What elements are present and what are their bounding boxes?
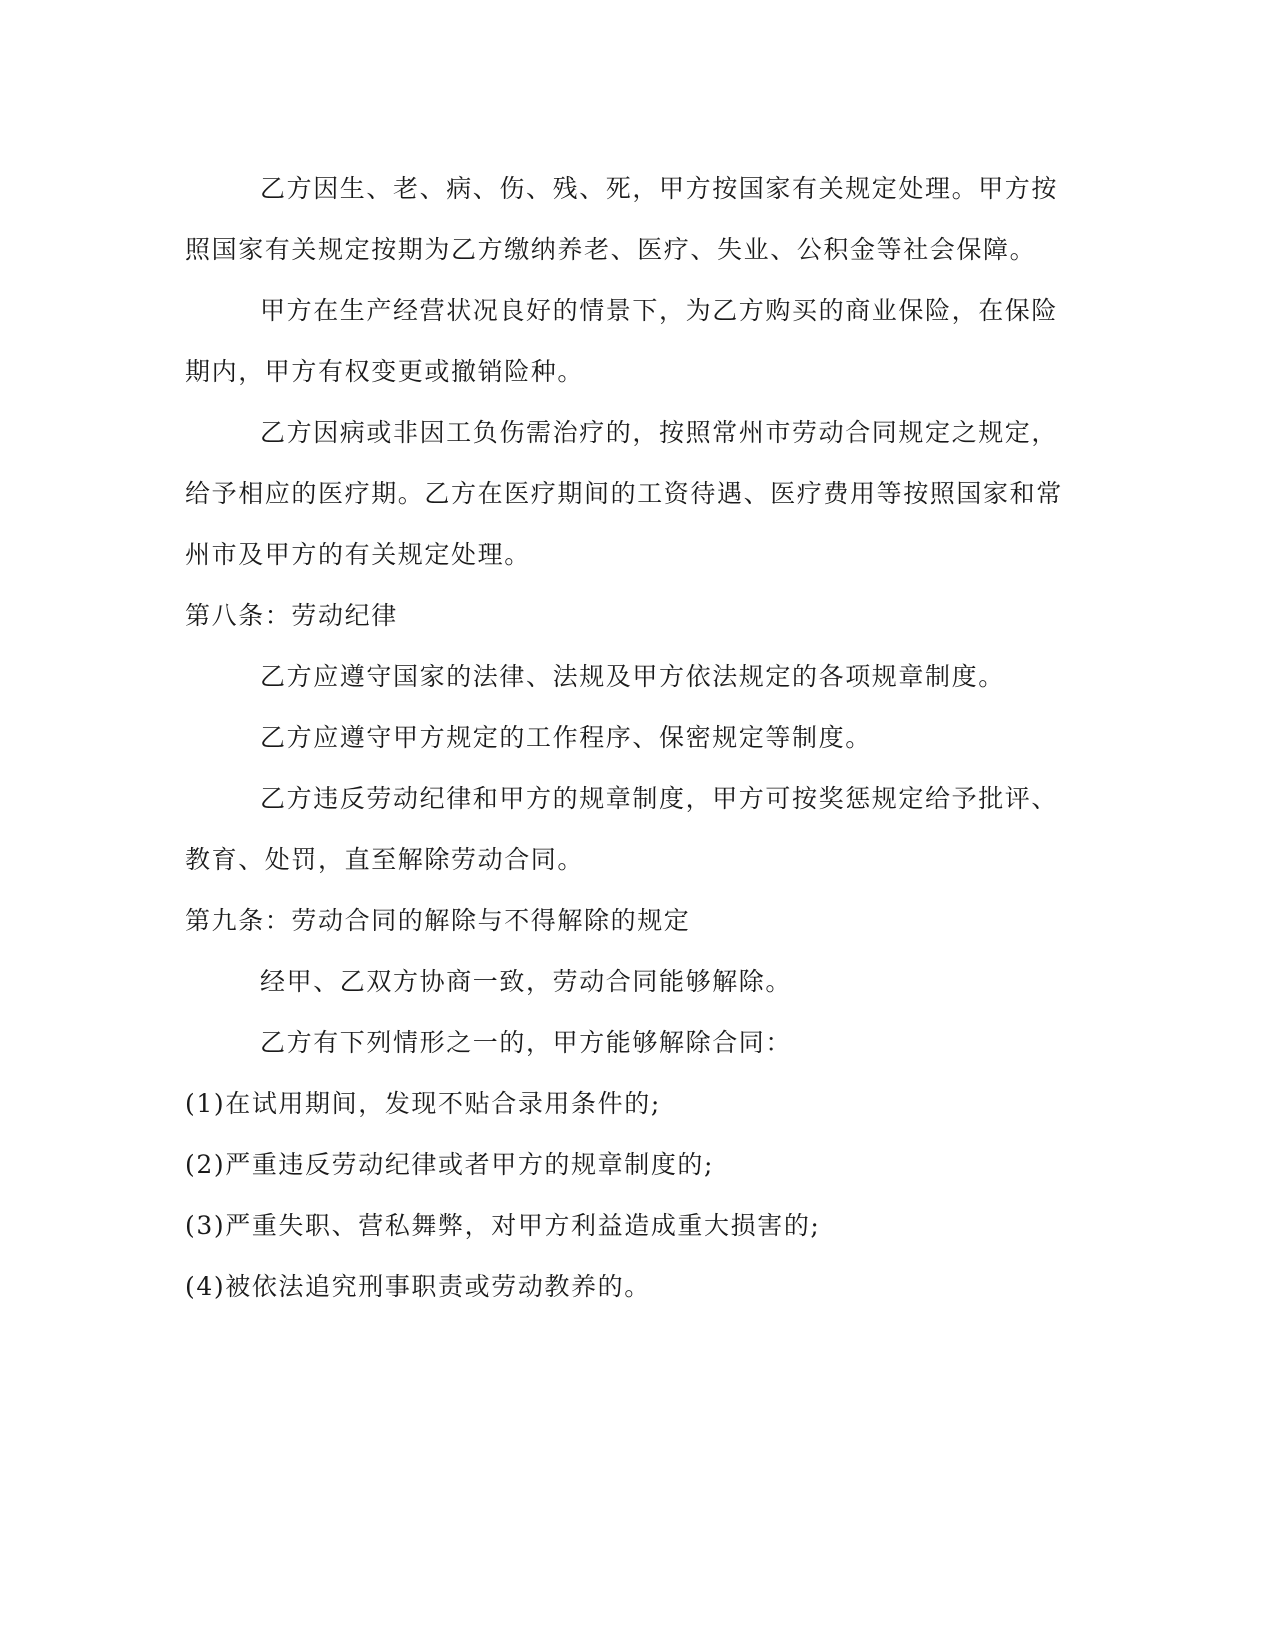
paragraph-medical-period: 乙方因病或非因工负伤需治疗的，按照常州市劳动合同规定之规定，给予相应的医疗期。乙方在医疗期间的工资待遇、医疗费用等按照国家和常州市及甲方的有关规定处理。 <box>185 418 1063 569</box>
list-item: (3)严重失职、营私舞弊，对甲方利益造成重大损害的; <box>185 1211 821 1240</box>
paragraph-commercial-insurance: 甲方在生产经营状况良好的情景下，为乙方购买的商业保险，在保险期内，甲方有权变更或撤销险种。 <box>185 296 1059 386</box>
list-item: (4)被依法追究刑事职责或劳动教养的。 <box>185 1272 651 1301</box>
paragraph-work-procedures: 乙方应遵守甲方规定的工作程序、保密规定等制度。 <box>260 723 872 752</box>
article-9-heading: 第九条：劳动合同的解除与不得解除的规定 <box>185 906 691 935</box>
list-item: (1)在试用期间，发现不贴合录用条件的; <box>185 1089 661 1118</box>
document-body <box>185 158 1070 1317</box>
paragraph-social-security: 乙方因生、老、病、伤、残、死，甲方按国家有关规定处理。甲方按照国家有关规定按期为乙方缴纳养老、医疗、失业、公积金等社会保障。 <box>185 174 1059 264</box>
paragraph-obey-laws: 乙方应遵守国家的法律、法规及甲方依法规定的各项规章制度。 <box>260 662 1005 691</box>
article-8-heading: 第八条：劳动纪律 <box>185 601 398 630</box>
paragraph-mutual-termination: 经甲、乙双方协商一致，劳动合同能够解除。 <box>260 967 793 996</box>
paragraph-violation-penalty: 乙方违反劳动纪律和甲方的规章制度，甲方可按奖惩规定给予批评、教育、处罚，直至解除劳动合同。 <box>185 784 1059 874</box>
paragraph-termination-conditions: 乙方有下列情形之一的，甲方能够解除合同： <box>260 1028 793 1057</box>
list-item: (2)严重违反劳动纪律或者甲方的规章制度的; <box>185 1150 715 1179</box>
